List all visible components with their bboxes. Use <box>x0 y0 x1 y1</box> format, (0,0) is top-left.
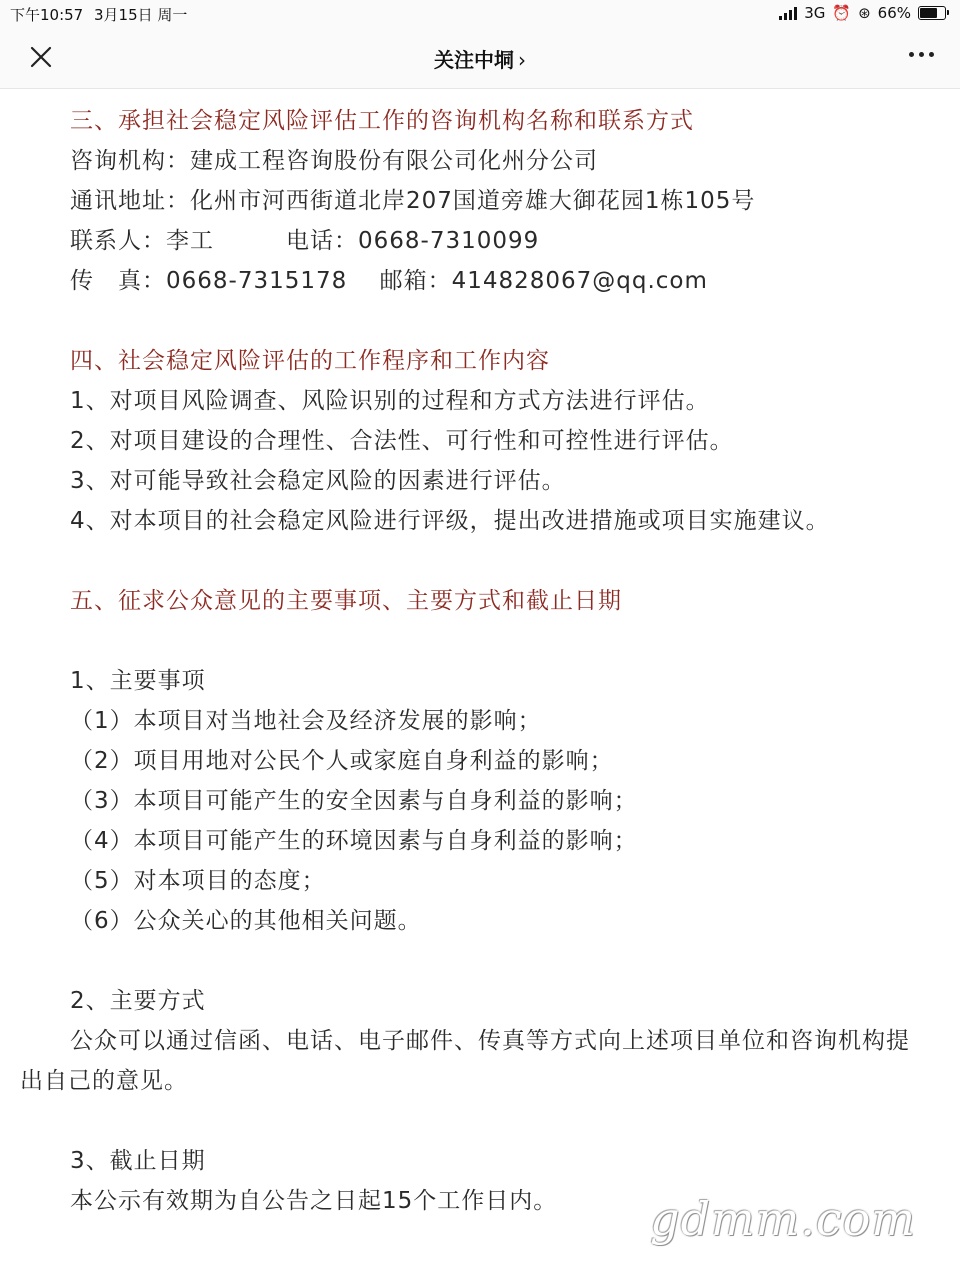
watermark: gdmm.com <box>650 1192 916 1246</box>
list-item: 4、对本项目的社会稳定风险进行评级，提出改进措施或项目实施建议。 <box>70 508 830 534</box>
list-item: （2）项目用地对公民个人或家庭自身利益的影响； <box>70 748 614 774</box>
section-heading-3: 三、承担社会稳定风险评估工作的咨询机构名称和联系方式 <box>70 108 694 134</box>
battery-icon <box>918 6 946 20</box>
methods-paragraph-line2: 出自己的意见。 <box>20 1068 188 1094</box>
status-bar <box>0 0 960 28</box>
status-time: 下午10:57 <box>10 6 84 24</box>
list-item: （4）本项目可能产生的环境因素与自身利益的影响； <box>70 828 638 854</box>
subheading-main-methods: 2、主要方式 <box>70 988 206 1014</box>
list-item: （3）本项目可能产生的安全因素与自身利益的影响； <box>70 788 638 814</box>
section-heading-4: 四、社会稳定风险评估的工作程序和工作内容 <box>70 348 550 374</box>
contact-phone: 联系人：李工 电话：0668-7310099 <box>70 228 540 254</box>
subheading-main-items: 1、主要事项 <box>70 668 206 694</box>
subheading-deadline: 3、截止日期 <box>70 1148 206 1174</box>
deadline-text: 本公示有效期为自公告之日起15个工作日内。 <box>70 1188 558 1214</box>
chevron-right-icon: › <box>518 48 526 72</box>
status-left <box>10 4 193 25</box>
alarm-icon: ⏰ <box>832 4 852 22</box>
list-item: 1、对项目风险调查、风险识别的过程和方式方法进行评估。 <box>70 388 710 414</box>
page-title[interactable] <box>0 44 960 73</box>
battery-percent: 66% <box>877 4 911 22</box>
rotation-lock-icon: ⊛ <box>858 4 871 22</box>
list-item: （6）公众关心的其他相关问题。 <box>70 908 422 934</box>
more-icon[interactable] <box>909 52 934 57</box>
methods-paragraph-line1: 公众可以通过信函、电话、电子邮件、传真等方式向上述项目单位和咨询机构提 <box>70 1028 910 1054</box>
signal-icon <box>779 6 797 20</box>
status-right <box>779 4 946 22</box>
status-date: 3月15日 周一 <box>94 6 188 24</box>
consulting-org: 咨询机构：建成工程咨询股份有限公司化州分公司 <box>70 148 598 174</box>
list-item: 2、对项目建设的合理性、合法性、可行性和可控性进行评估。 <box>70 428 734 454</box>
list-item: （1）本项目对当地社会及经济发展的影响； <box>70 708 542 734</box>
address: 通讯地址：化州市河西街道北岸207国道旁雄大御花园1栋105号 <box>70 188 756 214</box>
list-item: 3、对可能导致社会稳定风险的因素进行评估。 <box>70 468 566 494</box>
battery-fill <box>920 8 937 18</box>
nav-bar <box>0 28 960 89</box>
fax-email: 传 真：0668-7315178 邮箱：414828067@qq.com <box>70 268 708 294</box>
list-item: （5）对本项目的态度； <box>70 868 326 894</box>
section-heading-5: 五、征求公众意见的主要事项、主要方式和截止日期 <box>70 588 622 614</box>
network-type: 3G <box>804 4 826 22</box>
account-name[interactable]: 关注中垌 <box>434 48 514 72</box>
